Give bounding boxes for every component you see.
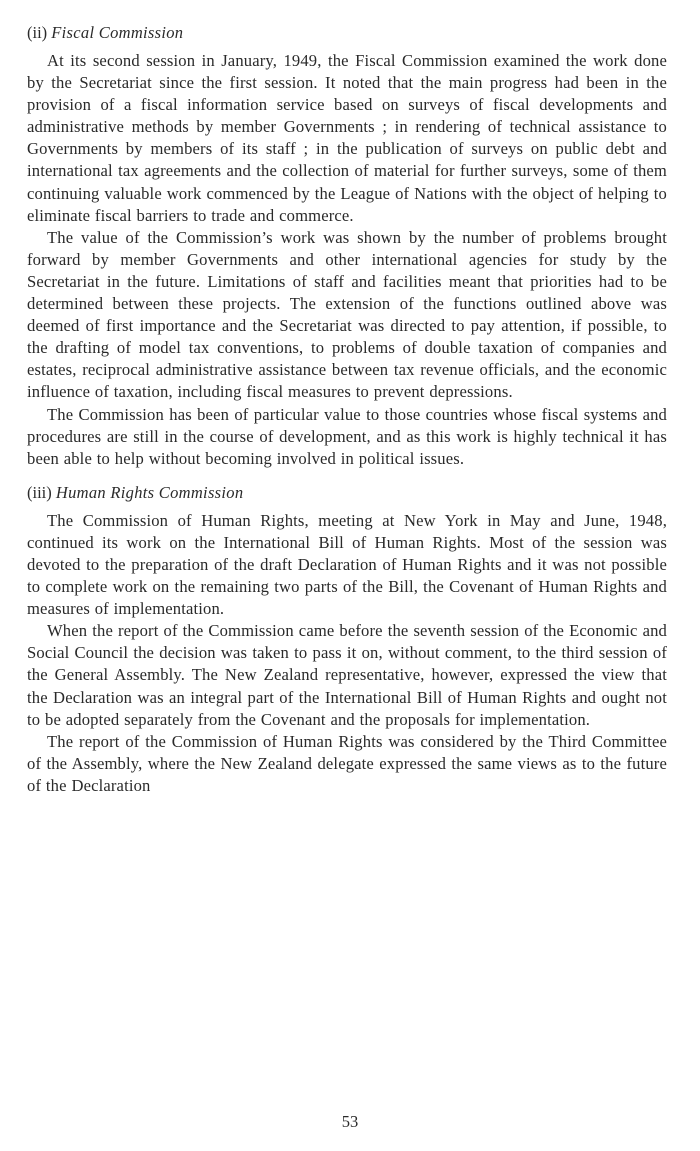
document-page <box>27 22 667 797</box>
paragraph: The report of the Commission of Human Rights was considered by the Third Committee of the Assembly, where the New Zealand delegate expressed the same views as to the future of the Declaration <box>27 731 667 795</box>
paragraph: When the report of the Commission came before the seventh session of the Economic and Social Council the decision was taken to pass it on, without comment, to the third session of the General Assembly. The New Zealand representative, however, expressed the view that the Declaration was an integral part of the International Bill of Human Rights and ought not to be adopted separately from the Covenant and the proposals for implementation. <box>27 621 667 729</box>
section-number: (ii) <box>27 23 48 42</box>
paragraph: The Commission of Human Rights, meeting at New York in May and June, 1948, continued its work on the International Bill of Human Rights. Most of the session was devoted to the preparation of the draft Declaration of Human Rights and it was not possible to complete work on the remaining two parts of the Bill, the Covenant of Human Rights and measures of implementation. <box>27 510 667 619</box>
paragraph: The value of the Commission’s work was shown by the number of problems brought forward by member Governments and other international agencies for study by the Secretariat in the future. Limitations of staff and facilities meant that priorities had to be determined between these projects. The extension of the functions outlined above was deemed of first importance and the Secretariat was directed to pay attention, if possible, to the drafting of model tax conventions, to problems of double taxation of companies and estates, reciprocal administrative assistance between tax revenue officials, and the economic influence of taxation, including fiscal measures to prevent depressions. <box>27 227 667 402</box>
section-number: (iii) <box>27 482 52 502</box>
section-title: Fiscal Commission <box>51 23 184 42</box>
page-number: 53 <box>341 1112 359 1131</box>
section-heading-human-rights-commission <box>27 482 667 504</box>
paragraph: At its second session in January, 1949, the Fiscal Commission examined the work done by the Secretariat since the first session. It noted that the main progress had been in the provision of a fiscal information service based on surveys of fiscal developments and administrative methods by member Governments ; in rendering of technical assistance to Governments by members of its staff ; in the publication of surveys on public debt and international tax agreements and the collection of material for further surveys, some of them continuing valuable work commenced by the League of Nations with the object of helping to eliminate fiscal barriers to trade and commerce. <box>27 51 667 225</box>
paragraph: The Commission has been of particular value to those countries whose fiscal systems and procedures are still in the course of development, and as this work is highly technical it has been able to help without becoming involved in political issues. <box>27 404 667 468</box>
section-heading-fiscal-commission <box>27 22 667 44</box>
section-title: Human Rights Commission <box>55 482 244 502</box>
